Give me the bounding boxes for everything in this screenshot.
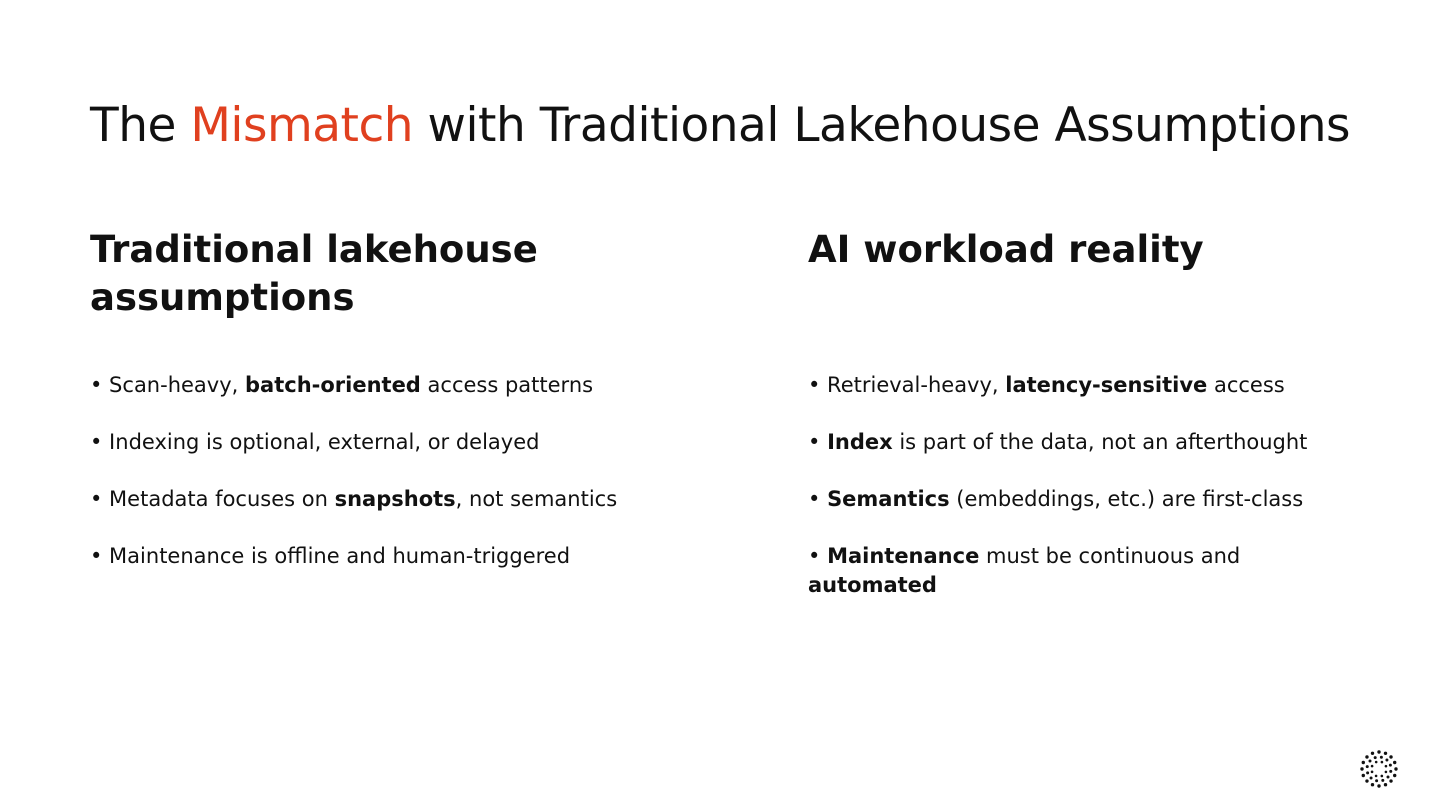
title-text-after: with Traditional Lakehouse Assumptions (413, 98, 1351, 153)
bullet-bold-text: automated (808, 572, 937, 597)
bullet-bold-text: snapshots (334, 487, 456, 511)
title-text-before: The (90, 98, 191, 153)
slide-title (90, 98, 1350, 153)
list-item (808, 542, 1368, 599)
bullet-text: access patterns (420, 373, 594, 397)
title-accent-word: Mismatch (190, 98, 414, 153)
bullet-text: • Retrieval-heavy, (808, 373, 1006, 397)
list-item (808, 485, 1368, 514)
bullet-text: • Scan-heavy, (90, 373, 245, 397)
list-item (808, 371, 1368, 400)
bullet-text: , not semantics (455, 487, 618, 511)
dotted-circle-logo-icon (1360, 750, 1398, 788)
list-item (808, 428, 1368, 457)
ai-workload-list (808, 371, 1368, 599)
traditional-assumptions-column (90, 226, 710, 599)
bullet-bold-text: Maintenance (827, 544, 980, 568)
bullet-text: • (808, 430, 828, 454)
bullet-text: is part of the data, not an afterthought (892, 430, 1308, 454)
traditional-assumptions-list (90, 371, 710, 571)
bullet-text: • Maintenance is offline and human-triggered (90, 544, 571, 568)
bullet-bold-text: latency-sensitive (1005, 373, 1208, 397)
bullet-text: must be continuous and (979, 544, 1241, 568)
bullet-text: • (808, 487, 828, 511)
list-item (90, 485, 710, 514)
bullet-bold-text: Index (827, 430, 893, 454)
list-item (90, 371, 710, 400)
ai-workload-column (808, 226, 1368, 628)
bullet-bold-text: batch-oriented (245, 373, 421, 397)
list-item (90, 542, 710, 571)
bullet-text: • (808, 544, 828, 568)
bullet-text: • Indexing is optional, external, or delayed (90, 430, 540, 454)
list-item (90, 428, 710, 457)
bullet-text: access (1207, 373, 1285, 397)
ai-workload-heading: AI workload reality (808, 228, 1204, 271)
bullet-text: • Metadata focuses on (90, 487, 335, 511)
bullet-text: (embeddings, etc.) are first-class (949, 487, 1304, 511)
traditional-assumptions-heading: Traditional lakehouse assumptions (90, 228, 538, 319)
bullet-bold-text: Semantics (827, 487, 950, 511)
